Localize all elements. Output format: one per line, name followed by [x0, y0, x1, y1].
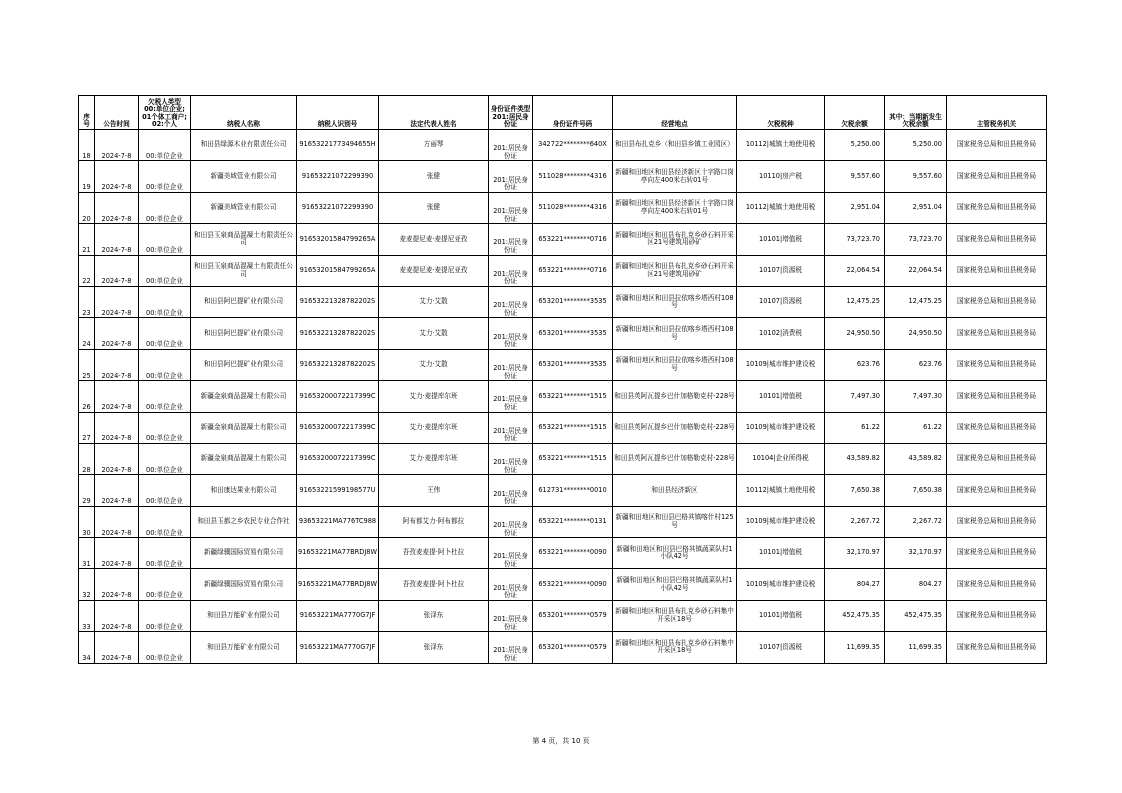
- table-row: [79, 443, 1047, 474]
- row-name: 和田县阿巴提矿业有限公司: [191, 286, 297, 317]
- row-address: 和田县经济新区: [613, 475, 737, 506]
- row-payer-type: 00:单位企业: [139, 192, 191, 223]
- row-legal-rep: 艾力·麦提库尔班: [379, 443, 489, 474]
- row-new-amount: 2,951.04: [885, 192, 947, 223]
- row-legal-rep: 吾孜麦麦提·阿卜杜拉: [379, 538, 489, 569]
- row-legal-rep: 麦麦提尼麦·麦提尼亚孜: [379, 224, 489, 255]
- row-id-type: 201:居民身份证: [489, 192, 533, 223]
- row-id-type: 201:居民身份证: [489, 475, 533, 506]
- row-tax-id: 91653221599198577U: [297, 475, 379, 506]
- row-amount: 2,267.72: [825, 506, 885, 537]
- row-address: 和田县布扎克乡（和田县乡镇工业园区）: [613, 130, 737, 161]
- row-id-no: 653201********3535: [533, 286, 613, 317]
- row-date: 2024-7-8: [95, 130, 139, 161]
- row-office: 国家税务总局和田县税务局: [947, 224, 1047, 255]
- row-tax-kind: 10104|企业所得税: [737, 443, 825, 474]
- row-id-no: 653221********1515: [533, 381, 613, 412]
- row-new-amount: 22,064.54: [885, 255, 947, 286]
- row-office: 国家税务总局和田县税务局: [947, 506, 1047, 537]
- row-seq: 24: [79, 318, 95, 349]
- row-id-type: 201:居民身份证: [489, 600, 533, 631]
- row-tax-kind: 10102|消费税: [737, 318, 825, 349]
- row-id-no: 511028********4316: [533, 161, 613, 192]
- row-tax-kind: 10109|城市维护建设税: [737, 569, 825, 600]
- row-office: 国家税务总局和田县税务局: [947, 569, 1047, 600]
- row-office: 国家税务总局和田县税务局: [947, 192, 1047, 223]
- row-date: 2024-7-8: [95, 161, 139, 192]
- row-new-amount: 5,250.00: [885, 130, 947, 161]
- row-tax-id: 91653221MA77BRDJ8W: [297, 538, 379, 569]
- table-row: [79, 161, 1047, 192]
- table-row: [79, 286, 1047, 317]
- row-new-amount: 7,650.38: [885, 475, 947, 506]
- header-row: [79, 96, 1047, 130]
- header-id-no: 身份证件号码: [533, 96, 613, 130]
- row-payer-type: 00:单位企业: [139, 381, 191, 412]
- tax-arrears-table: [78, 95, 1047, 664]
- row-id-type: 201:居民身份证: [489, 569, 533, 600]
- row-seq: 30: [79, 506, 95, 537]
- row-payer-type: 00:单位企业: [139, 255, 191, 286]
- row-tax-id: 91653221773494655H: [297, 130, 379, 161]
- row-name: 新疆金泉商品混凝土有限公司: [191, 443, 297, 474]
- row-seq: 34: [79, 632, 95, 663]
- table-row: [79, 192, 1047, 223]
- row-tax-id: 93653221MA776TC988: [297, 506, 379, 537]
- row-new-amount: 11,699.35: [885, 632, 947, 663]
- row-seq: 22: [79, 255, 95, 286]
- row-new-amount: 43,589.82: [885, 443, 947, 474]
- row-new-amount: 73,723.70: [885, 224, 947, 255]
- row-amount: 61.22: [825, 412, 885, 443]
- header-new-amount: 其中：当期新发生欠税余额: [885, 96, 947, 130]
- row-office: 国家税务总局和田县税务局: [947, 130, 1047, 161]
- row-office: 国家税务总局和田县税务局: [947, 538, 1047, 569]
- header-tax-kind: 欠税税种: [737, 96, 825, 130]
- row-tax-id: 91653221MA7770G7JF: [297, 600, 379, 631]
- row-tax-kind: 10112|城镇土地使用税: [737, 475, 825, 506]
- row-tax-kind: 10112|城镇土地使用税: [737, 130, 825, 161]
- row-id-no: 653221********0131: [533, 506, 613, 537]
- row-legal-rep: 阿布都艾力·阿布都拉: [379, 506, 489, 537]
- row-id-type: 201:居民身份证: [489, 161, 533, 192]
- row-id-no: 653201********3535: [533, 318, 613, 349]
- row-seq: 20: [79, 192, 95, 223]
- row-office: 国家税务总局和田县税务局: [947, 161, 1047, 192]
- row-name: 和田县万能矿业有限公司: [191, 632, 297, 663]
- row-office: 国家税务总局和田县税务局: [947, 632, 1047, 663]
- row-payer-type: 00:单位企业: [139, 569, 191, 600]
- row-new-amount: 24,950.50: [885, 318, 947, 349]
- row-id-no: 653221********0716: [533, 255, 613, 286]
- row-id-type: 201:居民身份证: [489, 286, 533, 317]
- page-footer: 第 4 页，共 10 页: [532, 737, 590, 745]
- row-address: 新疆和田地区和田县布扎克乡砂石料集中开采区18号: [613, 600, 737, 631]
- row-date: 2024-7-8: [95, 632, 139, 663]
- row-id-type: 201:居民身份证: [489, 318, 533, 349]
- row-name: 新疆金泉商品混凝土有限公司: [191, 412, 297, 443]
- row-id-no: 653221********0090: [533, 538, 613, 569]
- row-date: 2024-7-8: [95, 600, 139, 631]
- row-legal-rep: 张泽东: [379, 632, 489, 663]
- row-tax-id: 91653200072217399C: [297, 412, 379, 443]
- row-legal-rep: 张泽东: [379, 600, 489, 631]
- row-id-type: 201:居民身份证: [489, 381, 533, 412]
- row-seq: 18: [79, 130, 95, 161]
- row-seq: 25: [79, 349, 95, 380]
- row-name: 和田县玉都之乡农民专业合作社: [191, 506, 297, 537]
- row-new-amount: 61.22: [885, 412, 947, 443]
- row-legal-rep: 艾力·艾散: [379, 318, 489, 349]
- row-address: 新疆和田地区和田县布扎克乡砂石料集中开采区18号: [613, 632, 737, 663]
- table-row: [79, 506, 1047, 537]
- row-address: 新疆和田地区和田县布扎克乡砂石料开采区21号建筑用砂矿: [613, 224, 737, 255]
- row-payer-type: 00:单位企业: [139, 286, 191, 317]
- row-id-no: 653201********0579: [533, 600, 613, 631]
- row-address: 新疆和田地区和田县经济新区十字路口岗亭向左400米右转01号: [613, 192, 737, 223]
- row-date: 2024-7-8: [95, 569, 139, 600]
- row-name: 新疆绿骥国际贸易有限公司: [191, 538, 297, 569]
- table-row: [79, 600, 1047, 631]
- row-new-amount: 2,267.72: [885, 506, 947, 537]
- row-office: 国家税务总局和田县税务局: [947, 475, 1047, 506]
- row-tax-id: 91653201584799265A: [297, 255, 379, 286]
- row-payer-type: 00:单位企业: [139, 538, 191, 569]
- row-date: 2024-7-8: [95, 506, 139, 537]
- row-tax-kind: 10109|城市维护建设税: [737, 506, 825, 537]
- row-tax-kind: 10110|房产税: [737, 161, 825, 192]
- row-amount: 24,950.50: [825, 318, 885, 349]
- row-name: 新疆美域管业有限公司: [191, 161, 297, 192]
- row-new-amount: 623.76: [885, 349, 947, 380]
- row-seq: 19: [79, 161, 95, 192]
- row-date: 2024-7-8: [95, 224, 139, 255]
- row-seq: 21: [79, 224, 95, 255]
- row-payer-type: 00:单位企业: [139, 632, 191, 663]
- row-amount: 11,699.35: [825, 632, 885, 663]
- row-office: 国家税务总局和田县税务局: [947, 600, 1047, 631]
- row-id-type: 201:居民身份证: [489, 632, 533, 663]
- row-amount: 9,557.60: [825, 161, 885, 192]
- row-date: 2024-7-8: [95, 255, 139, 286]
- row-legal-rep: 艾力·艾散: [379, 349, 489, 380]
- row-address: 新疆和田地区和田县巴格其镇蔬菜队村1小队42号: [613, 569, 737, 600]
- row-id-type: 201:居民身份证: [489, 412, 533, 443]
- row-payer-type: 00:单位企业: [139, 600, 191, 631]
- row-id-type: 201:居民身份证: [489, 506, 533, 537]
- header-seq: 序号: [79, 96, 95, 130]
- row-amount: 452,475.35: [825, 600, 885, 631]
- row-id-type: 201:居民身份证: [489, 443, 533, 474]
- header-date: 公告时间: [95, 96, 139, 130]
- row-new-amount: 452,475.35: [885, 600, 947, 631]
- row-legal-rep: 方丽琴: [379, 130, 489, 161]
- row-tax-kind: 10109|城市维护建设税: [737, 412, 825, 443]
- row-tax-id: 91653221MA7770G7JF: [297, 632, 379, 663]
- row-new-amount: 804.27: [885, 569, 947, 600]
- row-date: 2024-7-8: [95, 443, 139, 474]
- row-new-amount: 9,557.60: [885, 161, 947, 192]
- row-seq: 31: [79, 538, 95, 569]
- row-payer-type: 00:单位企业: [139, 318, 191, 349]
- row-amount: 73,723.70: [825, 224, 885, 255]
- row-office: 国家税务总局和田县税务局: [947, 255, 1047, 286]
- row-tax-kind: 10101|增值税: [737, 600, 825, 631]
- row-tax-kind: 10101|增值税: [737, 224, 825, 255]
- row-seq: 26: [79, 381, 95, 412]
- table-row: [79, 224, 1047, 255]
- row-amount: 5,250.00: [825, 130, 885, 161]
- row-legal-rep: 张健: [379, 161, 489, 192]
- row-address: 新疆和田地区和田县拉依喀乡塔西村108号: [613, 318, 737, 349]
- header-legal-rep: 法定代表人姓名: [379, 96, 489, 130]
- row-amount: 7,497.30: [825, 381, 885, 412]
- row-name: 和田县阿巴提矿业有限公司: [191, 318, 297, 349]
- row-office: 国家税务总局和田县税务局: [947, 381, 1047, 412]
- row-id-type: 201:居民身份证: [489, 538, 533, 569]
- row-amount: 623.76: [825, 349, 885, 380]
- table-row: [79, 318, 1047, 349]
- row-address: 新疆和田地区和田县巴格其镇喀什村125号: [613, 506, 737, 537]
- header-address: 经营地点: [613, 96, 737, 130]
- row-payer-type: 00:单位企业: [139, 349, 191, 380]
- table-row: [79, 130, 1047, 161]
- row-date: 2024-7-8: [95, 286, 139, 317]
- row-date: 2024-7-8: [95, 412, 139, 443]
- row-tax-kind: 10107|资源税: [737, 286, 825, 317]
- row-name: 和田县玉泉商品混凝土有限责任公司: [191, 255, 297, 286]
- row-name: 和田县阿巴提矿业有限公司: [191, 349, 297, 380]
- row-id-no: 612731********0010: [533, 475, 613, 506]
- row-payer-type: 00:单位企业: [139, 412, 191, 443]
- row-id-no: 342722********640X: [533, 130, 613, 161]
- row-seq: 27: [79, 412, 95, 443]
- row-tax-kind: 10107|资源税: [737, 255, 825, 286]
- row-name: 和田康达果业有限公司: [191, 475, 297, 506]
- row-address: 新疆和田地区和田县拉依喀乡塔西村108号: [613, 286, 737, 317]
- row-seq: 29: [79, 475, 95, 506]
- header-name: 纳税人名称: [191, 96, 297, 130]
- row-payer-type: 00:单位企业: [139, 130, 191, 161]
- row-id-no: 653201********0579: [533, 632, 613, 663]
- row-id-type: 201:居民身份证: [489, 255, 533, 286]
- row-id-type: 201:居民身份证: [489, 349, 533, 380]
- row-name: 新疆绿骥国际贸易有限公司: [191, 569, 297, 600]
- row-legal-rep: 麦麦提尼麦·麦提尼亚孜: [379, 255, 489, 286]
- row-tax-id: 91653221072299390: [297, 161, 379, 192]
- row-address: 新疆和田地区和田县布扎克乡砂石料开采区21号建筑用砂矿: [613, 255, 737, 286]
- row-amount: 7,650.38: [825, 475, 885, 506]
- row-payer-type: 00:单位企业: [139, 161, 191, 192]
- row-tax-id: 91653221MA77BRDJ8W: [297, 569, 379, 600]
- row-date: 2024-7-8: [95, 381, 139, 412]
- row-payer-type: 00:单位企业: [139, 443, 191, 474]
- row-tax-kind: 10107|资源税: [737, 632, 825, 663]
- row-id-no: 511028********4316: [533, 192, 613, 223]
- row-id-no: 653221********1515: [533, 412, 613, 443]
- header-amount: 欠税余额: [825, 96, 885, 130]
- row-amount: 12,475.25: [825, 286, 885, 317]
- table-row: [79, 632, 1047, 663]
- row-legal-rep: 王伟: [379, 475, 489, 506]
- row-office: 国家税务总局和田县税务局: [947, 349, 1047, 380]
- row-payer-type: 00:单位企业: [139, 475, 191, 506]
- row-payer-type: 00:单位企业: [139, 506, 191, 537]
- table-row: [79, 475, 1047, 506]
- row-seq: 33: [79, 600, 95, 631]
- row-name: 和田县万能矿业有限公司: [191, 600, 297, 631]
- row-office: 国家税务总局和田县税务局: [947, 318, 1047, 349]
- row-tax-id: 91653221328782202S: [297, 349, 379, 380]
- row-tax-id: 91653200072217399C: [297, 443, 379, 474]
- row-date: 2024-7-8: [95, 349, 139, 380]
- row-address: 新疆和田地区和田县拉依喀乡塔西村108号: [613, 349, 737, 380]
- row-date: 2024-7-8: [95, 538, 139, 569]
- row-new-amount: 32,170.97: [885, 538, 947, 569]
- row-office: 国家税务总局和田县税务局: [947, 443, 1047, 474]
- row-tax-kind: 10101|增值税: [737, 381, 825, 412]
- row-amount: 22,064.54: [825, 255, 885, 286]
- row-tax-id: 91653201584799265A: [297, 224, 379, 255]
- row-address: 和田县英阿瓦提乡巴什加格勒克村-228号: [613, 381, 737, 412]
- row-seq: 23: [79, 286, 95, 317]
- row-payer-type: 00:单位企业: [139, 224, 191, 255]
- row-amount: 2,951.04: [825, 192, 885, 223]
- row-id-no: 653221********0716: [533, 224, 613, 255]
- row-office: 国家税务总局和田县税务局: [947, 412, 1047, 443]
- row-name: 新疆美域管业有限公司: [191, 192, 297, 223]
- row-name: 新疆金泉商品混凝土有限公司: [191, 381, 297, 412]
- row-seq: 32: [79, 569, 95, 600]
- header-tax-id: 纳税人识别号: [297, 96, 379, 130]
- row-legal-rep: 吾孜麦麦提·阿卜杜拉: [379, 569, 489, 600]
- row-tax-id: 91653221328782202S: [297, 318, 379, 349]
- row-tax-id: 91653221328782202S: [297, 286, 379, 317]
- row-new-amount: 7,497.30: [885, 381, 947, 412]
- row-name: 和田县玉泉商品混凝土有限责任公司: [191, 224, 297, 255]
- row-id-no: 653221********1515: [533, 443, 613, 474]
- row-date: 2024-7-8: [95, 475, 139, 506]
- row-seq: 28: [79, 443, 95, 474]
- header-id-type: 身份证件类型 201:居民身份证: [489, 96, 533, 130]
- row-amount: 804.27: [825, 569, 885, 600]
- row-legal-rep: 艾力·麦提库尔班: [379, 412, 489, 443]
- header-payer-type: 欠税人类型 00:单位企业; 01个体工商户; 02:个人: [139, 96, 191, 130]
- row-new-amount: 12,475.25: [885, 286, 947, 317]
- row-name: 和田县绿源木业有限责任公司: [191, 130, 297, 161]
- table-row: [79, 538, 1047, 569]
- row-tax-id: 91653221072299390: [297, 192, 379, 223]
- row-tax-kind: 10101|增值税: [737, 538, 825, 569]
- header-office: 主管税务机关: [947, 96, 1047, 130]
- table-row: [79, 255, 1047, 286]
- row-amount: 43,589.82: [825, 443, 885, 474]
- row-date: 2024-7-8: [95, 192, 139, 223]
- row-address: 新疆和田地区和田县经济新区十字路口岗亭向左400米右转01号: [613, 161, 737, 192]
- table-row: [79, 381, 1047, 412]
- row-address: 新疆和田地区和田县巴格其镇蔬菜队村1小队42号: [613, 538, 737, 569]
- row-office: 国家税务总局和田县税务局: [947, 286, 1047, 317]
- row-id-no: 653221********0090: [533, 569, 613, 600]
- row-amount: 32,170.97: [825, 538, 885, 569]
- row-legal-rep: 艾力·麦提库尔班: [379, 381, 489, 412]
- row-id-type: 201:居民身份证: [489, 224, 533, 255]
- row-tax-id: 91653200072217399C: [297, 381, 379, 412]
- row-tax-kind: 10112|城镇土地使用税: [737, 192, 825, 223]
- table-row: [79, 349, 1047, 380]
- row-date: 2024-7-8: [95, 318, 139, 349]
- table-row: [79, 569, 1047, 600]
- table-row: [79, 412, 1047, 443]
- row-legal-rep: 张健: [379, 192, 489, 223]
- row-id-no: 653201********3535: [533, 349, 613, 380]
- row-legal-rep: 艾力·艾散: [379, 286, 489, 317]
- row-id-type: 201:居民身份证: [489, 130, 533, 161]
- row-address: 和田县英阿瓦提乡巴什加格勒克村-228号: [613, 443, 737, 474]
- row-tax-kind: 10109|城市维护建设税: [737, 349, 825, 380]
- row-address: 和田县英阿瓦提乡巴什加格勒克村-228号: [613, 412, 737, 443]
